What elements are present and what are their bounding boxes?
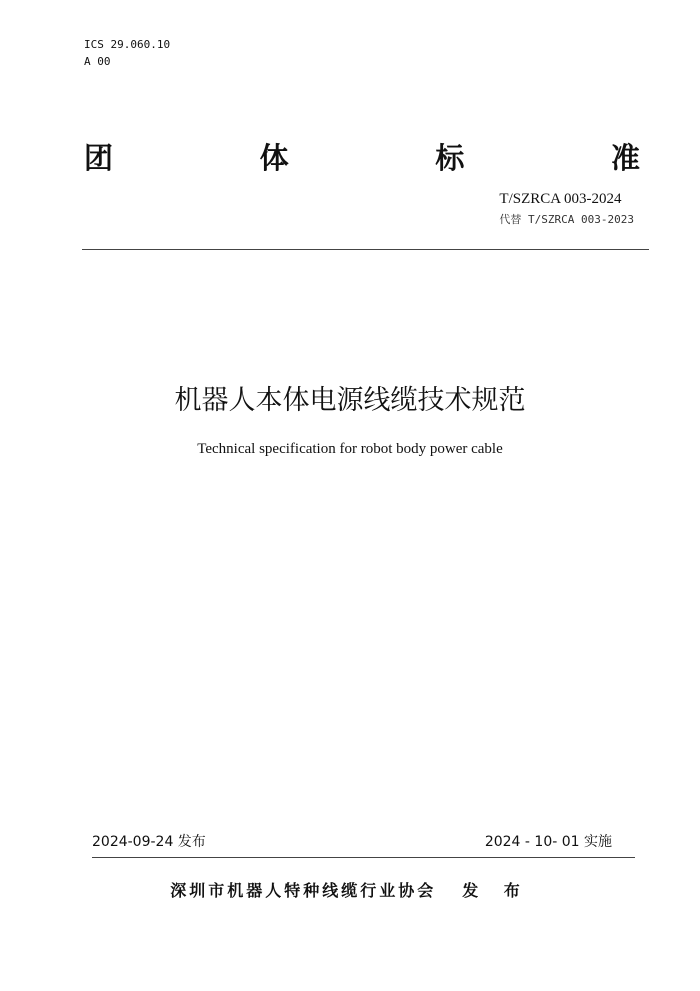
classification-code: A 00 <box>84 55 111 68</box>
standard-type-char: 标 <box>435 141 465 175</box>
standard-type-heading <box>84 136 640 177</box>
header-divider <box>82 249 649 250</box>
standard-number: T/SZRCA 003-2024 <box>499 191 622 207</box>
implement-date: 2024 - 10- 01 实施 <box>484 834 612 850</box>
standard-code-block <box>499 190 634 228</box>
document-title-cn: 机器人本体电源线缆技术规范 <box>174 385 526 416</box>
document-title-en: Technical specification for robot body power cable <box>197 441 503 457</box>
issuer-line <box>0 878 700 901</box>
replaces-note: 代替 T/SZRCA 003-2023 <box>499 213 634 226</box>
standard-type-char: 团 <box>84 141 114 175</box>
ics-block <box>84 36 170 70</box>
footer-divider <box>92 857 635 858</box>
issue-word: 发 布 <box>462 881 530 900</box>
ics-code: ICS 29.060.10 <box>84 38 171 51</box>
standard-type-char: 准 <box>610 141 640 175</box>
issuer-name: 深圳市机器人特种线缆行业协会 <box>170 881 437 900</box>
standard-type-char: 体 <box>259 141 289 175</box>
publish-date: 2024-09-24 发布 <box>92 834 206 850</box>
